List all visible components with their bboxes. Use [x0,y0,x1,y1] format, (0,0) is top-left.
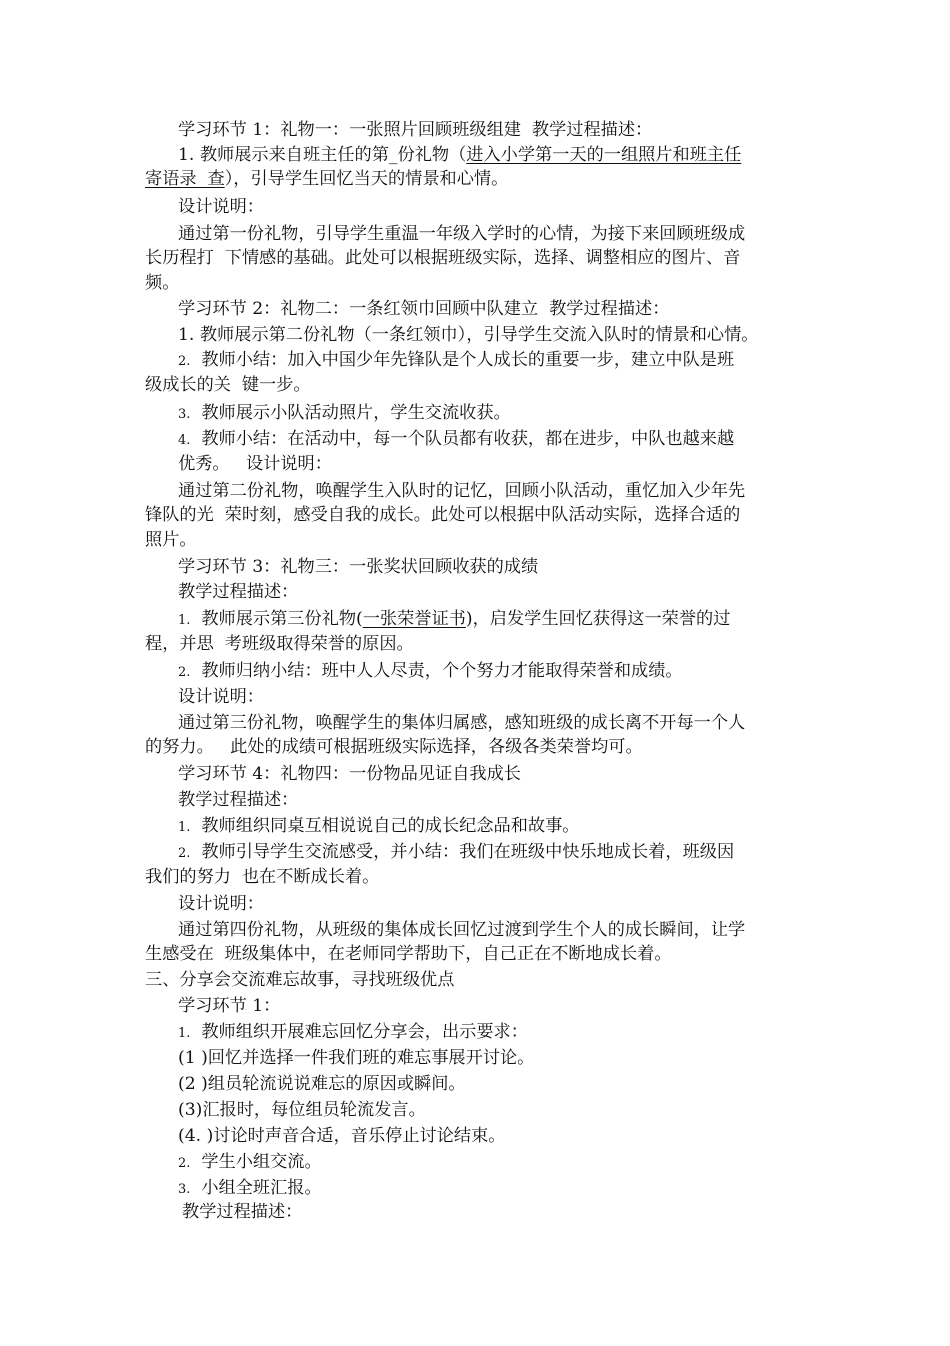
list-number: 1. [178,613,191,628]
list-number: 3. [178,1182,191,1197]
text-segment: 学生小组交流。 [190,1152,322,1172]
text-segment: 教师小结：加入中国少年先锋队是个人成长的重要一步，建立中队是班 [190,350,735,370]
list-number: 2. [178,1156,191,1171]
list-number: 2. [178,665,191,680]
text-segment: (4. )讨论时声音合适，音乐停止讨论结束。 [178,1126,506,1146]
text-segment: 我们的努力 也在不断成长着。 [145,867,380,887]
text-segment: 教师小结：在活动中，每一个队员都有收获，都在进步，中队也越来越 [190,429,735,449]
text-line-25 [145,735,643,759]
text-segment: 教师组织同桌互相说说自己的成长纪念品和故事。 [190,816,580,836]
text-line-8 [178,297,669,321]
text-segment: 教师组织开展难忘回忆分享会，出示要求： [190,1022,528,1042]
text-segment: 通过第一份礼物，引导学生重温一年级入学时的心情，为接下来回顾班级成 [178,224,746,244]
text-line-18 [178,555,538,579]
text-segment: 教学过程描述： [178,790,299,810]
text-line-14 [178,452,332,476]
text-segment: 教学过程描述： [182,1202,303,1222]
text-line-36 [178,1020,528,1044]
text-line-17 [145,528,197,552]
text-line-42 [178,1176,322,1200]
text-segment: 的努力。 此处的成绩可根据班级实际选择，各级各类荣誉均可。 [145,737,643,757]
text-line-31 [178,892,264,916]
text-line-9 [178,323,758,347]
text-segment: 学习环节 4：礼物四：一份物品见证自我成长 [178,764,521,784]
text-line-32 [178,918,745,942]
text-line-16 [145,503,740,527]
list-number: 1. [178,820,191,835]
text-line-15 [178,479,745,503]
text-segment: 级成长的关 键一步。 [145,375,311,395]
underlined-text: 一张荣誉证书 [362,609,466,629]
text-segment: 教师归纳小结：班中人人尽责，个个努力才能取得荣誉和成绩。 [190,661,683,681]
text-segment: (1 )回忆并选择一件我们班的难忘事展开讨论。 [178,1048,535,1068]
text-segment: 通过第三份礼物，唤醒学生的集体归属感，感知班级的成长离不开每一个人 [178,713,746,733]
text-segment: 通过第四份礼物，从班级的集体成长回忆过渡到学生个人的成长瞬间，让学 [178,920,746,940]
text-segment: 生感受在 班级集体中，在老师同学帮助下，自己正在不断地成长着。 [145,944,672,964]
text-segment: 小组全班汇报。 [190,1178,322,1198]
text-line-23 [178,685,264,709]
text-line-20 [178,607,730,631]
list-number: 1. [178,1026,191,1041]
text-line-39 [178,1098,426,1122]
text-line-3 [145,167,508,191]
text-line-21 [145,632,414,656]
text-line-5 [178,222,745,246]
text-line-41 [178,1150,322,1174]
text-segment: 设计说明： [178,197,264,217]
text-line-2 [178,143,741,167]
text-line-35 [178,994,280,1018]
text-segment: (2 )组员轮流说说难忘的原因或瞬间。 [178,1074,466,1094]
text-segment: 锋队的光 荣时刻，感受自我的成长。此处可以根据中队活动实际，选择合适的 [145,505,741,525]
text-segment: 1. 教师展示来自班主任的第_份礼物（ [178,145,467,165]
text-line-28 [178,814,579,838]
list-number: 2. [178,846,191,861]
text-segment: )，启发学生回忆获得这一荣誉的过 [465,609,731,629]
text-line-29 [178,840,734,864]
list-number: 3. [178,407,191,422]
text-segment: 教师展示小队活动照片，学生交流收获。 [190,403,511,423]
text-line-11 [145,373,311,397]
text-line-7 [145,271,179,295]
list-number: 4. [178,433,191,448]
text-line-40 [178,1124,505,1148]
text-segment: 优秀。 设计说明： [178,454,332,474]
list-number: 2. [178,354,191,369]
text-line-19 [178,580,298,604]
text-line-22 [178,659,683,683]
text-line-13 [178,427,734,451]
text-segment: 1. 教师展示第二份礼物（一条红领巾），引导学生交流入队时的情景和心情。 [178,325,759,345]
text-segment: ），引导学生回忆当天的情景和心情。 [224,169,509,189]
text-segment: 程，并思 考班级取得荣誉的原因。 [145,634,414,654]
text-line-37 [178,1046,534,1070]
text-segment: 学习环节 3：礼物三：一张奖状回顾收获的成绩 [178,557,539,577]
text-segment: 长历程打 下情感的基础。此处可以根据班级实际，选择、调整相应的图片、音 [145,248,741,268]
text-line-27 [178,788,298,812]
text-segment: 学习环节 1： [178,996,281,1016]
text-line-33 [145,942,672,966]
text-segment: 照片。 [145,530,197,550]
text-line-10 [178,348,734,372]
text-line-43 [182,1200,302,1224]
text-segment: 通过第二份礼物，唤醒学生入队时的记忆，回顾小队活动，重忆加入少年先 [178,481,746,501]
text-line-6 [145,246,740,270]
text-line-34 [145,968,454,992]
text-segment: 学习环节 1：礼物一：一张照片回顾班级组建 教学过程描述： [178,120,653,140]
text-segment: 设计说明： [178,687,264,707]
text-line-12 [178,401,511,425]
text-segment: 三、分享会交流难忘故事，寻找班级优点 [145,970,455,990]
text-line-1 [178,118,652,142]
text-segment: 学习环节 2：礼物二：一条红领巾回顾中队建立 教学过程描述： [178,299,670,319]
text-line-38 [178,1072,466,1096]
text-line-24 [178,711,745,735]
text-line-26 [178,762,521,786]
text-segment: 设计说明： [178,894,264,914]
text-line-4 [178,195,264,219]
text-segment: 教师引导学生交流感受，并小结：我们在班级中快乐地成长着，班级因 [190,842,735,862]
text-segment: 频。 [145,273,180,293]
text-segment: 教学过程描述： [178,582,299,602]
underlined-text: 寄语录 查 [145,169,225,189]
text-segment: (3)汇报时，每位组员轮流发言。 [178,1100,426,1120]
text-segment: 教师展示第三份礼物( [190,609,363,629]
underlined-text: 进入小学第一天的一组照片和班主任 [466,145,742,165]
text-line-30 [145,865,379,889]
